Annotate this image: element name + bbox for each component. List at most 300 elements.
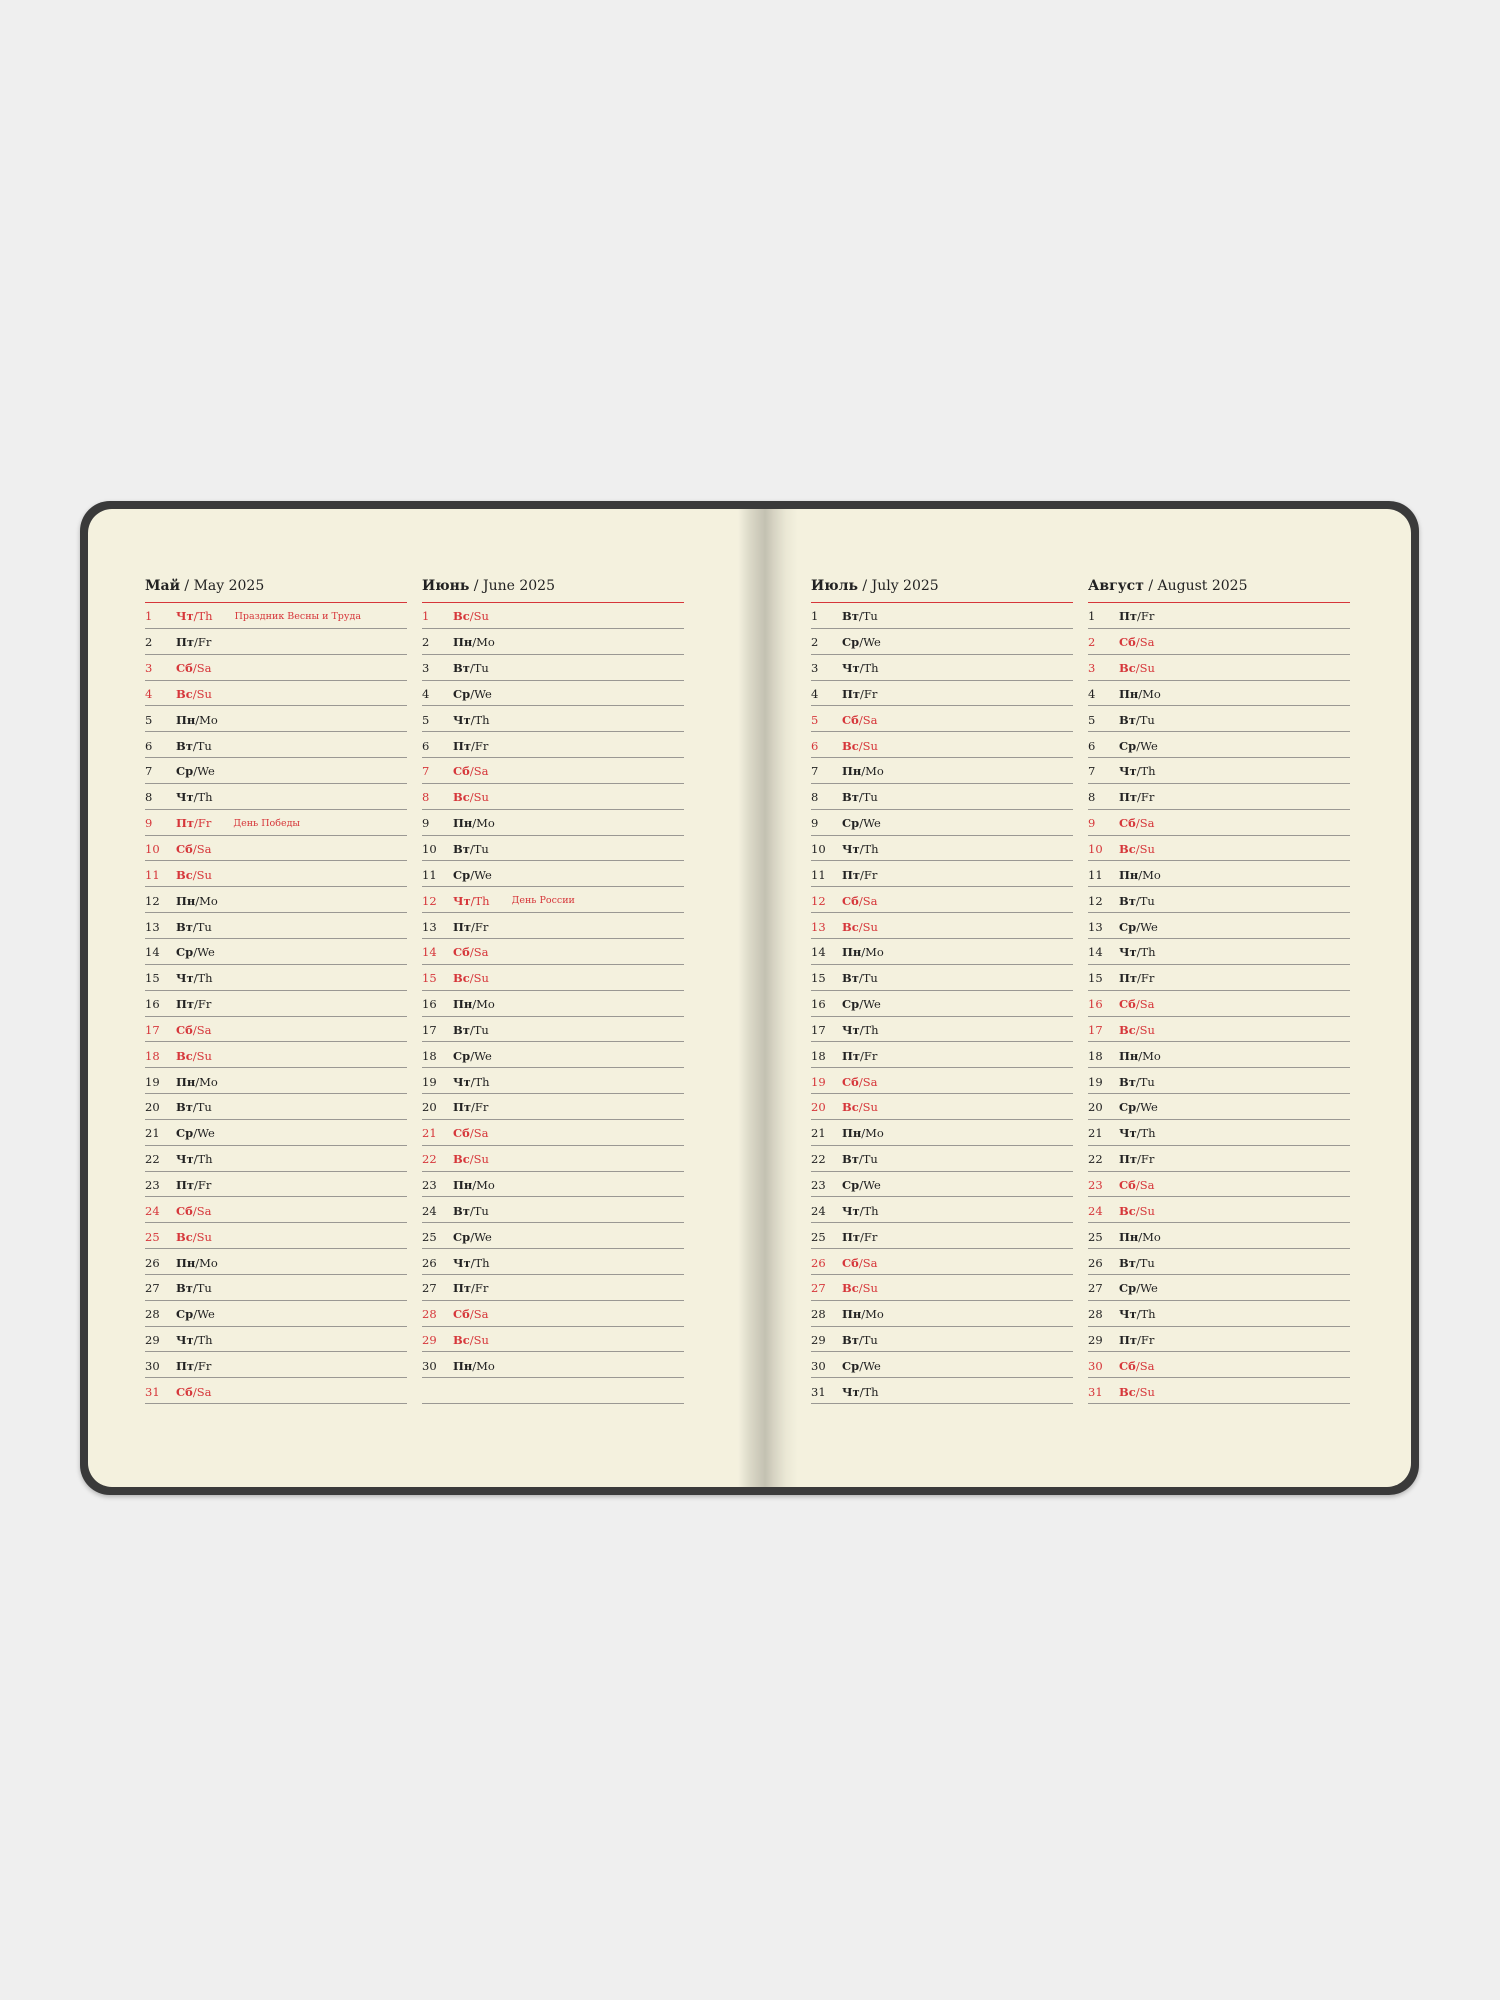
day-number: 3 — [811, 661, 819, 676]
weekday-label: Пн/Mo — [842, 1307, 884, 1322]
day-row — [1088, 913, 1350, 939]
weekday-en: Mo — [1142, 1229, 1161, 1244]
weekday-label: Сб/Sa — [176, 661, 212, 676]
weekday-en: Fr — [1140, 1333, 1155, 1348]
weekday-en: Th — [197, 1152, 213, 1167]
day-row — [811, 603, 1073, 629]
weekday-en: Su — [862, 738, 878, 753]
day-row — [1088, 732, 1350, 758]
day-number: 25 — [422, 1229, 437, 1244]
weekday-en: Fr — [197, 1177, 212, 1192]
weekday-ru: Вс — [1119, 661, 1136, 676]
month-name-en: July 2025 — [871, 578, 939, 594]
weekday-label: Чт/Th — [176, 1333, 213, 1348]
day-number: 23 — [1088, 1177, 1103, 1192]
weekday-ru: Вт — [453, 661, 470, 676]
weekday-label: Сб/Sa — [1119, 997, 1155, 1012]
day-number: 24 — [145, 1203, 160, 1218]
weekday-en: Su — [862, 1100, 878, 1115]
day-row — [1088, 1301, 1350, 1327]
weekday-label: Чт/Th — [842, 842, 879, 857]
day-row — [811, 1301, 1073, 1327]
weekday-en: Tu — [1139, 1074, 1155, 1089]
weekday-ru: Чт — [842, 1384, 860, 1399]
weekday-ru: Пт — [176, 816, 194, 831]
day-row — [811, 913, 1073, 939]
month-name-ru: Май — [145, 578, 180, 594]
day-number: 4 — [811, 686, 819, 701]
day-row — [1088, 1223, 1350, 1249]
day-number: 9 — [145, 816, 153, 831]
day-row — [1088, 965, 1350, 991]
weekday-en: Th — [1140, 1126, 1156, 1141]
weekday-ru: Вс — [1119, 1203, 1136, 1218]
day-number: 29 — [811, 1333, 826, 1348]
weekday-ru: Ср — [842, 635, 860, 650]
day-number: 5 — [1088, 712, 1096, 727]
weekday-label: Пн/Mo — [453, 1177, 495, 1192]
day-number: 30 — [811, 1358, 826, 1373]
weekday-ru: Сб — [453, 945, 470, 960]
weekday-label: Чт/Th — [1119, 764, 1156, 779]
day-row — [811, 887, 1073, 913]
weekday-ru: Вт — [842, 609, 859, 624]
weekday-label: Чт/Th — [1119, 945, 1156, 960]
weekday-ru: Пн — [176, 893, 196, 908]
weekday-ru: Ср — [176, 764, 194, 779]
weekday-label: Пн/Mo — [842, 764, 884, 779]
weekday-label: Вс/Su — [1119, 842, 1155, 857]
weekday-en: Tu — [473, 1022, 489, 1037]
weekday-label: Пт/Fr — [453, 1281, 489, 1296]
weekday-label: Сб/Sa — [176, 1203, 212, 1218]
day-number: 13 — [1088, 919, 1103, 934]
weekday-en: Th — [1140, 945, 1156, 960]
day-number: 31 — [811, 1384, 826, 1399]
weekday-ru: Пн — [1119, 1048, 1139, 1063]
day-row — [1088, 706, 1350, 732]
day-row — [1088, 1146, 1350, 1172]
day-row — [422, 1042, 684, 1068]
day-row — [1088, 1327, 1350, 1353]
day-row — [811, 1249, 1073, 1275]
weekday-label: Чт/Th — [176, 971, 213, 986]
day-number: 18 — [422, 1048, 437, 1063]
weekday-label: Чт/Th — [842, 1384, 879, 1399]
weekday-label: Пн/Mo — [1119, 686, 1161, 701]
weekday-label: Вс/Su — [453, 971, 489, 986]
day-number: 20 — [422, 1100, 437, 1115]
day-row — [145, 603, 407, 629]
holiday-note: День Победы — [233, 817, 300, 829]
weekday-ru: Пн — [176, 1255, 196, 1270]
weekday-ru: Сб — [1119, 1358, 1136, 1373]
day-row — [145, 1301, 407, 1327]
day-number: 14 — [422, 945, 437, 960]
day-list — [422, 603, 684, 1404]
day-row — [811, 810, 1073, 836]
weekday-label: Пт/Fr — [1119, 1152, 1155, 1167]
weekday-label: Пн/Mo — [176, 712, 218, 727]
weekday-ru: Вс — [1119, 842, 1136, 857]
day-number: 30 — [422, 1358, 437, 1373]
day-row — [1088, 861, 1350, 887]
weekday-en: Fr — [474, 738, 489, 753]
weekday-en: Sa — [862, 712, 878, 727]
day-number: 27 — [1088, 1281, 1103, 1296]
day-number: 12 — [422, 893, 437, 908]
weekday-en: Tu — [473, 842, 489, 857]
weekday-ru: Ср — [1119, 919, 1137, 934]
day-number: 7 — [422, 764, 430, 779]
weekday-en: Su — [473, 971, 489, 986]
day-number: 31 — [145, 1384, 160, 1399]
day-row — [422, 784, 684, 810]
weekday-label: Чт/Th — [1119, 1307, 1156, 1322]
weekday-label: Пт/Fr — [453, 919, 489, 934]
day-row — [1088, 1172, 1350, 1198]
weekday-en: Th — [197, 971, 213, 986]
weekday-en: Su — [196, 1229, 212, 1244]
weekday-label: Вт/Tu — [453, 1203, 489, 1218]
weekday-ru: Вт — [453, 1022, 470, 1037]
day-number: 10 — [811, 842, 826, 857]
weekday-label: Сб/Sa — [842, 712, 878, 727]
day-row — [422, 1249, 684, 1275]
weekday-label: Сб/Sa — [1119, 816, 1155, 831]
weekday-en: Tu — [473, 661, 489, 676]
weekday-ru: Вс — [176, 686, 193, 701]
weekday-en: We — [197, 945, 215, 960]
day-row — [811, 1120, 1073, 1146]
weekday-label: Вс/Su — [453, 790, 489, 805]
weekday-en: Sa — [473, 945, 489, 960]
day-number: 5 — [811, 712, 819, 727]
day-row — [145, 861, 407, 887]
month-name-ru: Июнь — [422, 578, 470, 594]
day-row — [422, 681, 684, 707]
weekday-en: Sa — [473, 1126, 489, 1141]
weekday-label: Вс/Su — [176, 867, 212, 882]
day-number: 27 — [145, 1281, 160, 1296]
day-number: 3 — [1088, 661, 1096, 676]
weekday-ru: Сб — [176, 1203, 193, 1218]
weekday-label: Вс/Su — [842, 738, 878, 753]
day-number: 7 — [145, 764, 153, 779]
day-row — [145, 1042, 407, 1068]
weekday-en: Sa — [1139, 1358, 1155, 1373]
month-heading: Июнь / June 2025 — [422, 578, 684, 603]
month-name-ru: Август — [1088, 578, 1144, 594]
weekday-en: Su — [196, 1048, 212, 1063]
day-number: 30 — [1088, 1358, 1103, 1373]
day-number: 24 — [811, 1203, 826, 1218]
weekday-ru: Ср — [453, 867, 471, 882]
day-number: 26 — [811, 1255, 826, 1270]
weekday-ru: Чт — [176, 1333, 194, 1348]
weekday-en: Th — [197, 790, 213, 805]
weekday-label: Пт/Fr — [842, 686, 878, 701]
weekday-en: Mo — [865, 1126, 884, 1141]
weekday-ru: Вт — [176, 1100, 193, 1115]
day-row — [422, 939, 684, 965]
weekday-label: Пт/Fr — [176, 997, 212, 1012]
day-row — [1088, 1094, 1350, 1120]
weekday-ru: Ср — [1119, 1100, 1137, 1115]
weekday-ru: Чт — [842, 1203, 860, 1218]
weekday-ru: Пт — [1119, 790, 1137, 805]
day-number: 11 — [422, 867, 437, 882]
weekday-en: We — [1140, 1281, 1158, 1296]
weekday-ru: Сб — [1119, 635, 1136, 650]
weekday-label: Пт/Fr — [176, 1358, 212, 1373]
day-number: 20 — [1088, 1100, 1103, 1115]
day-row — [811, 784, 1073, 810]
weekday-ru: Пт — [453, 1281, 471, 1296]
weekday-label: Сб/Sa — [842, 1255, 878, 1270]
day-number: 1 — [422, 609, 430, 624]
weekday-label: Пт/Fr — [842, 867, 878, 882]
weekday-label: Сб/Sa — [842, 1074, 878, 1089]
weekday-en: Sa — [862, 893, 878, 908]
weekday-label: Ср/We — [842, 997, 881, 1012]
day-row — [811, 1197, 1073, 1223]
day-row — [1088, 1120, 1350, 1146]
weekday-label: Вт/Tu — [842, 790, 878, 805]
weekday-en: Th — [863, 661, 879, 676]
weekday-en: Tu — [862, 1333, 878, 1348]
weekday-label: Чт/Th — [176, 790, 213, 805]
day-number: 17 — [145, 1022, 160, 1037]
day-number: 21 — [145, 1126, 160, 1141]
weekday-label: Вт/Tu — [842, 609, 878, 624]
weekday-ru: Вс — [453, 1152, 470, 1167]
weekday-label: Пт/Fr — [1119, 971, 1155, 986]
weekday-ru: Пт — [842, 867, 860, 882]
weekday-label: Вт/Tu — [1119, 1074, 1155, 1089]
day-row — [811, 1042, 1073, 1068]
weekday-ru: Вт — [176, 1281, 193, 1296]
weekday-ru: Вс — [453, 1333, 470, 1348]
weekday-en: Th — [474, 893, 490, 908]
weekday-label: Ср/We — [176, 1307, 215, 1322]
day-number: 18 — [1088, 1048, 1103, 1063]
day-row — [811, 732, 1073, 758]
month-name-ru: Июль — [811, 578, 858, 594]
day-row — [811, 939, 1073, 965]
weekday-ru: Вт — [842, 790, 859, 805]
day-number: 27 — [422, 1281, 437, 1296]
day-number: 22 — [422, 1152, 437, 1167]
weekday-label: Вт/Tu — [1119, 893, 1155, 908]
day-number: 4 — [422, 686, 430, 701]
day-number: 6 — [1088, 738, 1096, 753]
day-row — [1088, 1352, 1350, 1378]
weekday-ru: Вс — [176, 1048, 193, 1063]
weekday-label: Вт/Tu — [176, 1281, 212, 1296]
day-row — [1088, 939, 1350, 965]
day-number: 28 — [1088, 1307, 1103, 1322]
weekday-label: Ср/We — [176, 945, 215, 960]
weekday-ru: Пн — [1119, 867, 1139, 882]
weekday-ru: Вт — [453, 842, 470, 857]
weekday-ru: Чт — [176, 790, 194, 805]
day-number: 28 — [145, 1307, 160, 1322]
weekday-ru: Чт — [842, 1022, 860, 1037]
weekday-ru: Пн — [453, 635, 473, 650]
day-row — [145, 1094, 407, 1120]
weekday-ru: Пт — [1119, 1333, 1137, 1348]
weekday-en: Su — [862, 1281, 878, 1296]
weekday-en: Sa — [1139, 997, 1155, 1012]
weekday-en: Mo — [476, 816, 495, 831]
weekday-ru: Ср — [176, 945, 194, 960]
day-row — [1088, 836, 1350, 862]
month-may — [145, 578, 407, 1404]
day-number: 21 — [422, 1126, 437, 1141]
day-number: 25 — [811, 1229, 826, 1244]
weekday-ru: Сб — [176, 842, 193, 857]
day-number: 2 — [811, 635, 819, 650]
day-number: 24 — [1088, 1203, 1103, 1218]
weekday-ru: Ср — [176, 1126, 194, 1141]
day-row — [422, 706, 684, 732]
day-row — [422, 1017, 684, 1043]
weekday-label: Пн/Mo — [453, 1358, 495, 1373]
weekday-ru: Пт — [176, 997, 194, 1012]
day-row — [422, 887, 684, 913]
weekday-ru: Ср — [842, 816, 860, 831]
weekday-label: Ср/We — [842, 1358, 881, 1373]
weekday-en: Fr — [474, 1100, 489, 1115]
month-heading: Август / August 2025 — [1088, 578, 1350, 603]
weekday-label: Пт/Fr — [1119, 790, 1155, 805]
day-number: 4 — [145, 686, 153, 701]
day-number: 23 — [145, 1177, 160, 1192]
weekday-ru: Чт — [842, 842, 860, 857]
day-row — [145, 836, 407, 862]
weekday-label: Вс/Su — [453, 1333, 489, 1348]
day-row — [145, 758, 407, 784]
weekday-label: Сб/Sa — [1119, 1177, 1155, 1192]
weekday-ru: Сб — [842, 1074, 859, 1089]
day-list — [145, 603, 407, 1404]
weekday-ru: Пт — [453, 738, 471, 753]
day-row — [145, 1197, 407, 1223]
day-row — [811, 1146, 1073, 1172]
weekday-ru: Пт — [176, 635, 194, 650]
day-number: 5 — [422, 712, 430, 727]
weekday-ru: Сб — [453, 764, 470, 779]
weekday-label: Сб/Sa — [453, 1307, 489, 1322]
weekday-ru: Сб — [176, 1384, 193, 1399]
weekday-en: Sa — [196, 1384, 212, 1399]
day-number: 19 — [145, 1074, 160, 1089]
weekday-label: Чт/Th — [176, 609, 213, 624]
weekday-en: Fr — [474, 919, 489, 934]
weekday-ru: Пн — [1119, 1229, 1139, 1244]
day-row — [422, 810, 684, 836]
weekday-ru: Чт — [176, 609, 194, 624]
day-row — [811, 1327, 1073, 1353]
weekday-label: Пн/Mo — [176, 1074, 218, 1089]
weekday-en: Tu — [862, 790, 878, 805]
day-number: 25 — [145, 1229, 160, 1244]
day-number: 7 — [811, 764, 819, 779]
day-number: 28 — [422, 1307, 437, 1322]
day-row — [422, 1223, 684, 1249]
weekday-en: Tu — [1139, 893, 1155, 908]
weekday-label: Вс/Su — [842, 919, 878, 934]
weekday-en: Tu — [862, 971, 878, 986]
weekday-en: Th — [197, 1333, 213, 1348]
weekday-en: Th — [1140, 1307, 1156, 1322]
weekday-label: Пн/Mo — [453, 635, 495, 650]
day-row — [145, 1327, 407, 1353]
weekday-ru: Пт — [176, 1358, 194, 1373]
weekday-ru: Чт — [176, 971, 194, 986]
weekday-label: Чт/Th — [842, 1022, 879, 1037]
weekday-ru: Ср — [842, 1358, 860, 1373]
weekday-en: Sa — [196, 1203, 212, 1218]
day-number: 14 — [145, 945, 160, 960]
day-number: 7 — [1088, 764, 1096, 779]
weekday-ru: Пн — [176, 1074, 196, 1089]
weekday-en: Fr — [863, 1229, 878, 1244]
day-row — [422, 655, 684, 681]
day-row — [422, 836, 684, 862]
weekday-en: Su — [1139, 661, 1155, 676]
weekday-label: Сб/Sa — [1119, 635, 1155, 650]
weekday-ru: Пт — [842, 1048, 860, 1063]
weekday-label: Пн/Mo — [842, 1126, 884, 1141]
weekday-label: Ср/We — [842, 1177, 881, 1192]
weekday-label: Вт/Tu — [453, 1022, 489, 1037]
day-row — [811, 836, 1073, 862]
weekday-ru: Пт — [842, 686, 860, 701]
weekday-ru: Пн — [176, 712, 196, 727]
weekday-label: Ср/We — [842, 816, 881, 831]
weekday-en: Su — [1139, 842, 1155, 857]
day-number: 18 — [811, 1048, 826, 1063]
weekday-ru: Ср — [1119, 738, 1137, 753]
day-number: 9 — [422, 816, 430, 831]
weekday-ru: Сб — [176, 661, 193, 676]
weekday-ru: Сб — [453, 1126, 470, 1141]
day-row — [145, 1017, 407, 1043]
weekday-ru: Вт — [1119, 893, 1136, 908]
weekday-ru: Чт — [453, 712, 471, 727]
month-name-en: August 2025 — [1157, 578, 1248, 594]
day-row — [422, 913, 684, 939]
day-number: 26 — [145, 1255, 160, 1270]
day-row — [145, 913, 407, 939]
day-row — [811, 1378, 1073, 1404]
weekday-en: Sa — [1139, 635, 1155, 650]
weekday-ru: Пн — [842, 764, 862, 779]
weekday-label: Вт/Tu — [842, 971, 878, 986]
day-number: 15 — [1088, 971, 1103, 986]
weekday-en: Su — [1139, 1022, 1155, 1037]
day-row — [422, 1327, 684, 1353]
weekday-en: We — [863, 997, 881, 1012]
weekday-en: Mo — [199, 1074, 218, 1089]
weekday-ru: Ср — [453, 686, 471, 701]
day-row — [811, 629, 1073, 655]
weekday-en: Tu — [473, 1203, 489, 1218]
day-row — [145, 1275, 407, 1301]
weekday-ru: Вт — [176, 919, 193, 934]
